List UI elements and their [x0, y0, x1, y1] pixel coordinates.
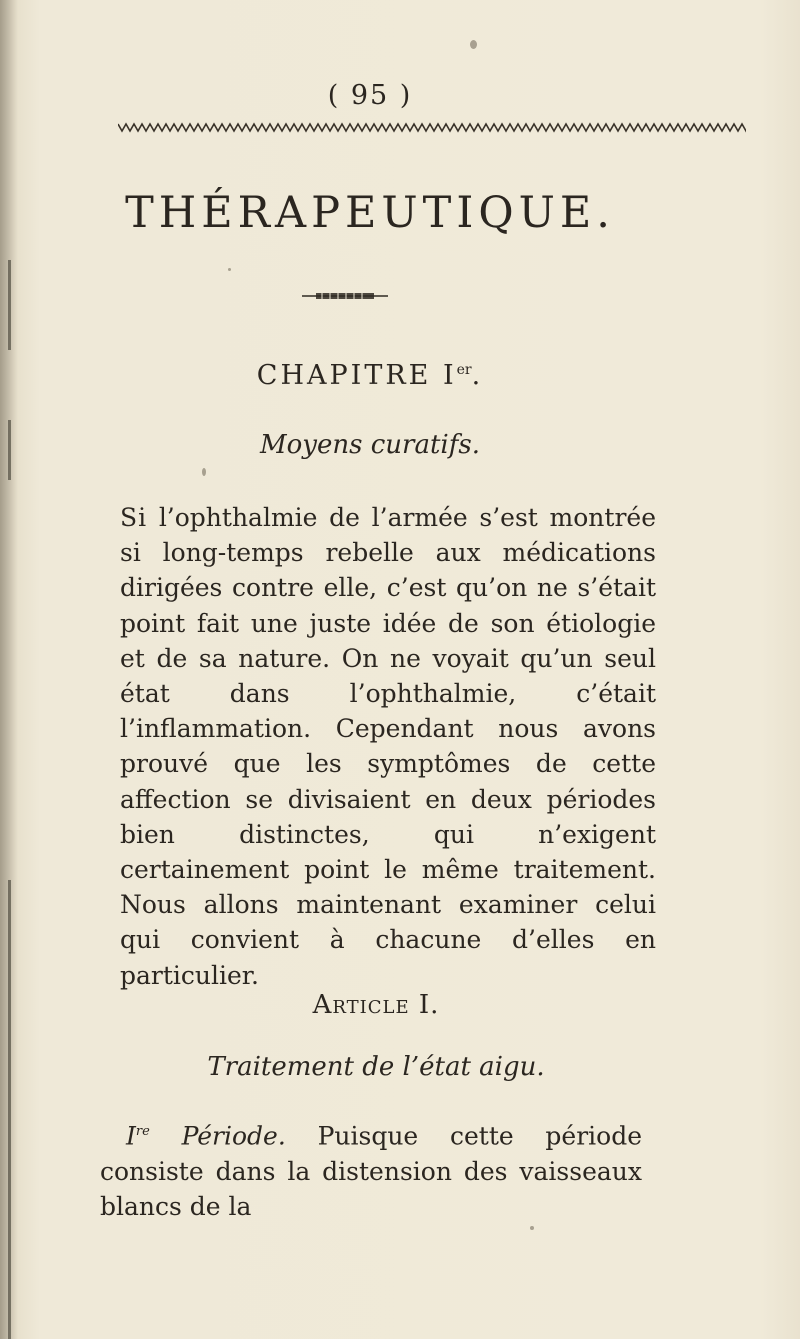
- binding-line: [8, 260, 11, 350]
- ornament-rule: [302, 292, 388, 300]
- binding-line: [8, 880, 11, 1339]
- period-text: Puisque cette période consiste dans la distension des vaisseaux blancs de la: [100, 1121, 643, 1221]
- paragraph-first-word: Si: [120, 503, 148, 532]
- article-subtitle: Traitement de l’état aigu.: [207, 1052, 545, 1082]
- body-paragraph: [120, 500, 656, 993]
- paper-speck: [228, 268, 231, 271]
- chapter-title-text: CHAPITRE I: [256, 360, 457, 391]
- wavy-rule: [118, 120, 746, 134]
- period-label-superscript: re: [135, 1124, 150, 1139]
- chapter-title-period: .: [471, 360, 484, 391]
- paper-speck: [530, 1226, 534, 1230]
- paragraph-text: l’ophthalmie de l’armée s’est montrée si long-temps rebelle aux médications dirigées contre elle, c’est qu’on ne s’était point fait une juste idée de son étiologie et de sa nature. On ne voyait qu’un seul état dans l’ophthalmie, c’était l’inflammation. Cependant nous avons prouvé que les symptômes de cette affection se divisaient en deux périodes bien distinctes, qui n’exigent certainement point le même traitement. Nous allons maintenant examiner celui qui convient à chacune d’elles en particulier.: [120, 503, 656, 990]
- period-paragraph: [100, 1114, 642, 1224]
- main-title: THÉRAPEUTIQUE.: [125, 188, 615, 238]
- chapter-title-superscript: er: [456, 362, 472, 378]
- article-heading: Article I.: [312, 990, 440, 1020]
- chapter-title: [0, 360, 740, 391]
- paper-speck: [470, 40, 477, 49]
- paper-speck: [202, 468, 206, 476]
- period-label-word: Période.: [149, 1121, 286, 1151]
- period-label: I: [126, 1121, 136, 1151]
- section-subtitle: Moyens curatifs.: [260, 430, 480, 460]
- page-number: ( 95 ): [327, 80, 413, 111]
